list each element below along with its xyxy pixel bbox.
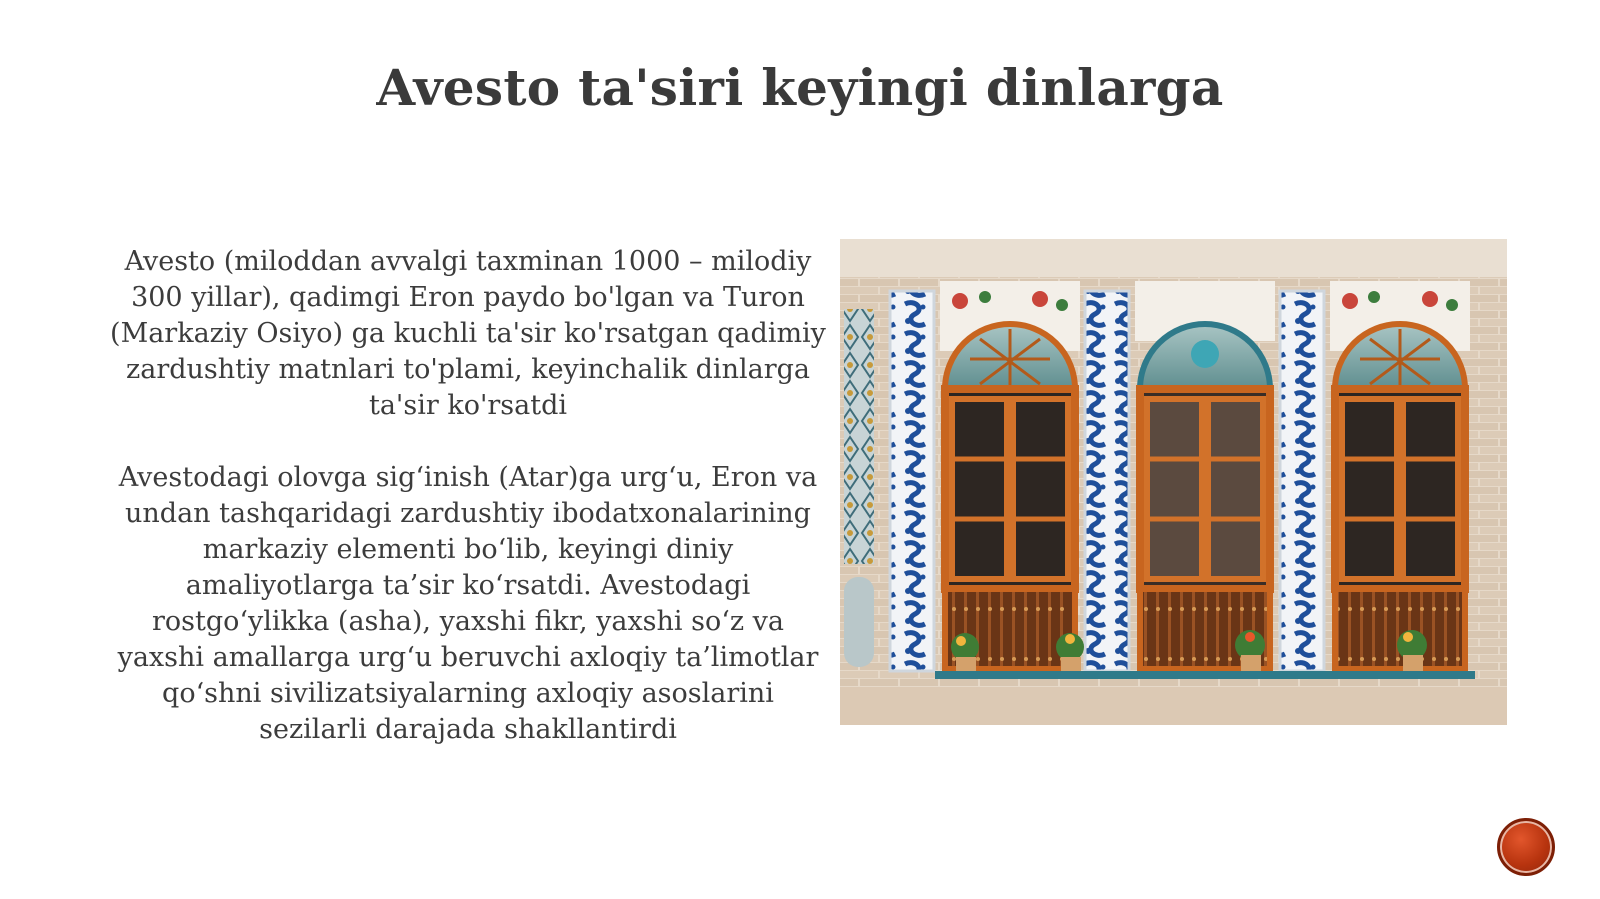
body-text <box>108 244 828 748</box>
circle-nav-icon[interactable] <box>1497 818 1555 876</box>
windows-photo <box>840 239 1507 725</box>
slide-title: Avesto ta'siri keyingi dinlarga <box>376 58 1224 117</box>
paragraph-2: Avestodagi olovga sig‘inish (Atar)ga urg‘u, Eron va undan tashqaridagi zardushtiy ibodatxonalarining markaziy elementi bo‘lib, keyingi diniy amaliyotlarga ta’sir ko‘rsatdi. Avestodagi rostgo‘ylikka (asha), yaxshi fikr, yaxshi so‘z va yaxshi amallarga urg‘u beruvchi axloqiy ta’limotlar qo‘shni sivilizatsiyalarning axloqiy asoslarini sezilarli darajada shakllantirdi <box>117 462 819 745</box>
ornate-windows-illustration <box>840 239 1507 725</box>
paragraph-1: Avesto (miloddan avvalgi taxminan 1000 – milodiy 300 yillar), qadimgi Eron paydo bo'lgan va Turon (Markaziy Osiyo) ga kuchli ta'sir ko'rsatgan qadimiy zardushtiy matnlari to'plami, keyinchalik dinlarga ta'sir ko'rsatdi <box>110 246 826 421</box>
